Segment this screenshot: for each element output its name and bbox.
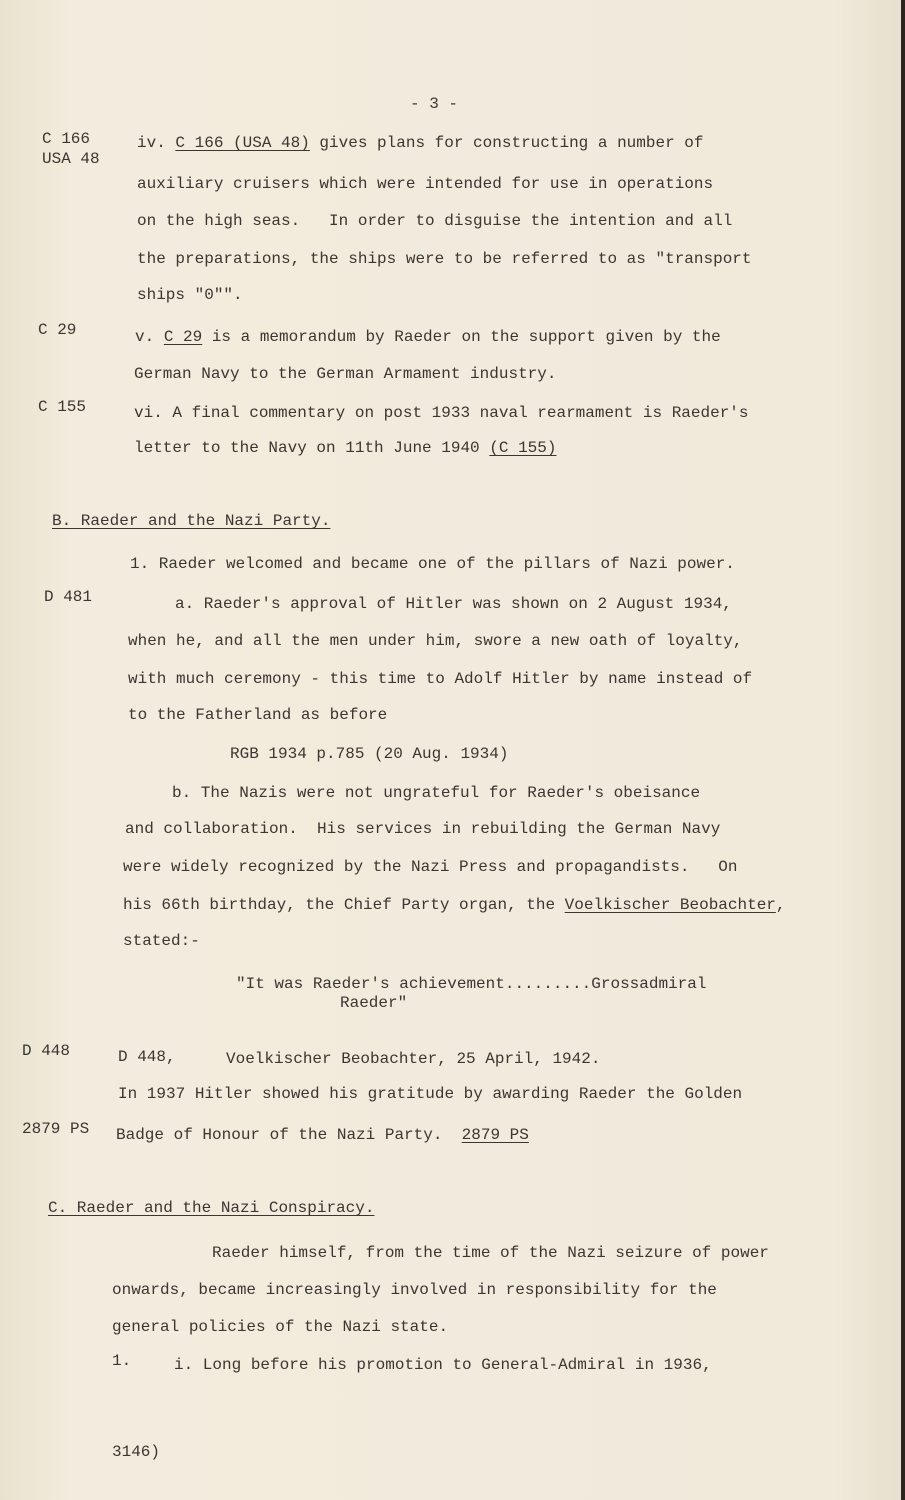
text-line: the preparations, the ships were to be referred to as "transport xyxy=(137,250,752,268)
paragraph-iv-line: iv. C 166 (USA 48) gives plans for constructing a number of xyxy=(137,134,704,152)
text-line: German Navy to the German Armament industry. xyxy=(134,365,557,383)
text-line: auxiliary cruisers which were intended for use in operations xyxy=(137,175,714,193)
text-line: and collaboration. His services in rebuilding the German Navy xyxy=(125,820,721,838)
paragraph-number: 1. xyxy=(112,1352,132,1370)
citation: RGB 1934 p.785 (20 Aug. 1934) xyxy=(230,745,509,763)
text-line: In 1937 Hitler showed his gratitude by awarding Raeder the Golden xyxy=(118,1085,743,1103)
page-number: - 3 - xyxy=(410,95,459,113)
text-line: Badge of Honour of the Nazi Party. 2879 PS xyxy=(116,1126,529,1144)
doc-ref: C 166 (USA 48) xyxy=(175,134,310,152)
quote-line: Raeder" xyxy=(340,994,408,1012)
text-line: Raeder himself, from the time of the Nazi seizure of power xyxy=(212,1244,769,1262)
doc-ref: C 29 xyxy=(163,328,203,346)
margin-ref: C 155 xyxy=(38,398,87,416)
quote-line: "It was Raeder's achievement.........Grossadmiral xyxy=(236,975,707,993)
margin-ref: C 166 xyxy=(42,130,91,148)
doc-ref: Voelkischer Beobachter xyxy=(564,896,776,914)
text-line: stated:- xyxy=(123,932,200,950)
text-line: when he, and all the men under him, swore a new oath of loyalty, xyxy=(128,632,743,650)
text-line: 1. Raeder welcomed and became one of the pillars of Nazi power. xyxy=(130,555,735,573)
text-line: general policies of the Nazi state. xyxy=(112,1318,449,1336)
margin-ref: USA 48 xyxy=(42,150,100,168)
citation-ref: D 448, xyxy=(118,1048,176,1066)
text-line: b. The Nazis were not ungrateful for Raeder's obeisance xyxy=(172,784,701,802)
citation-text: Voelkischer Beobachter, 25 April, 1942. xyxy=(226,1050,601,1068)
text-line: with much ceremony - this time to Adolf Hitler by name instead of xyxy=(128,670,753,688)
page-edge xyxy=(901,0,905,1500)
text-line: to the Fatherland as before xyxy=(128,706,388,724)
margin-ref: C 29 xyxy=(38,321,77,339)
margin-ref: 2879 PS xyxy=(22,1120,90,1138)
footer-ref: 3146) xyxy=(112,1443,161,1461)
doc-ref: (C 155) xyxy=(489,439,557,457)
text-line: i. Long before his promotion to General-Admiral in 1936, xyxy=(174,1356,712,1374)
margin-ref: D 481 xyxy=(44,588,93,606)
section-b-heading: B. Raeder and the Nazi Party. xyxy=(52,512,331,530)
text-line: a. Raeder's approval of Hitler was shown on 2 August 1934, xyxy=(175,595,732,613)
text-line: on the high seas. In order to disguise the intention and all xyxy=(137,212,733,230)
section-c-heading: C. Raeder and the Nazi Conspiracy. xyxy=(48,1199,375,1217)
text-line: were widely recognized by the Nazi Press and propagandists. On xyxy=(123,858,738,876)
doc-ref: 2879 PS xyxy=(461,1126,529,1144)
text-line: vi. A final commentary on post 1933 naval rearmament is Raeder's xyxy=(134,404,749,422)
margin-ref: D 448 xyxy=(22,1042,71,1060)
paragraph-v-line: v. C 29 is a memorandum by Raeder on the support given by the xyxy=(135,328,721,346)
text-line: onwards, became increasingly involved in responsibility for the xyxy=(112,1281,717,1299)
text-line: letter to the Navy on 11th June 1940 (C 155) xyxy=(134,439,557,457)
text-line: his 66th birthday, the Chief Party organ, the Voelkischer Beobachter, xyxy=(123,896,786,914)
text-line: ships "0"". xyxy=(137,286,243,304)
